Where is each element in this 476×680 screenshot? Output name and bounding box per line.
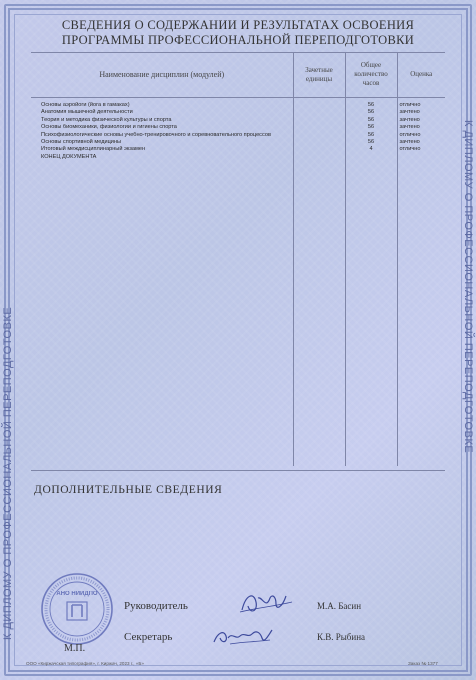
title-line-1: СВЕДЕНИЯ О СОДЕРЖАНИИ И РЕЗУЛЬТАТАХ ОСВОЕНИЯ xyxy=(61,18,415,32)
table-row xyxy=(31,139,445,146)
director-signature xyxy=(236,588,296,618)
discipline-name: Итоговый междисциплинарный экзамен xyxy=(41,146,146,153)
header-grade: Оценка xyxy=(397,52,445,98)
discipline-grade: зачтено xyxy=(397,109,445,116)
discipline-grade: отлично xyxy=(397,102,445,109)
discipline-name: КОНЕЦ ДОКУМЕНТА xyxy=(41,153,97,160)
discipline-hours xyxy=(345,154,397,161)
table-row xyxy=(31,102,445,109)
stamp-mp: М.П. xyxy=(64,643,86,654)
table-row xyxy=(31,117,445,124)
additional-info-title: ДОПОЛНИТЕЛЬНЫЕ СВЕДЕНИЯ xyxy=(34,484,223,496)
discipline-name: Основы спортивной медицины xyxy=(41,139,122,146)
table-header-row xyxy=(31,52,445,98)
discipline-credits xyxy=(293,132,345,139)
document-title xyxy=(20,18,456,48)
table-row xyxy=(31,109,445,116)
header-hours-line2: количество xyxy=(354,70,388,78)
table-empty-area xyxy=(31,161,445,466)
header-credits-line1: Зачетные xyxy=(305,65,333,74)
table-row xyxy=(31,132,445,139)
discipline-name: Основы биомеханики, физиологии и гигиены спорта xyxy=(41,124,177,131)
discipline-credits xyxy=(293,146,345,153)
discipline-hours: 56 xyxy=(345,102,397,109)
title-line-2: ПРОГРАММЫ ПРОФЕССИОНАЛЬНОЙ ПЕРЕПОДГОТОВКИ xyxy=(61,33,415,47)
disciplines-table xyxy=(31,52,445,466)
discipline-name: Анатомия мышечной деятельности xyxy=(41,109,133,116)
discipline-hours: 56 xyxy=(345,117,397,124)
stamp-org: АНО НИИДПО xyxy=(56,591,98,597)
side-text-left: К ДИПЛОМУ О ПРОФЕССИОНАЛЬНОЙ ПЕРЕПОДГОТОВКЕ xyxy=(2,306,14,640)
discipline-name: Основы аэройоги (йога в гамаках) xyxy=(41,102,130,108)
table-bottom-rule xyxy=(31,470,445,471)
table-row xyxy=(31,124,445,131)
discipline-credits xyxy=(293,102,345,109)
discipline-hours: 4 xyxy=(345,146,397,153)
discipline-grade: отлично xyxy=(397,146,445,153)
printer-info: ООО «Киржачская типография», г. Киржач, 2023 г., «Б» xyxy=(26,661,144,666)
discipline-credits xyxy=(293,154,345,161)
discipline-hours: 56 xyxy=(345,132,397,139)
discipline-grade: зачтено xyxy=(397,124,445,131)
director-label: Руководитель xyxy=(124,600,188,612)
discipline-credits xyxy=(293,124,345,131)
discipline-credits xyxy=(293,109,345,116)
discipline-name: Теория и методика физической культуры и спорта xyxy=(41,116,172,123)
secretary-signature xyxy=(210,622,276,652)
discipline-credits xyxy=(293,139,345,146)
discipline-grade: отлично xyxy=(397,132,445,139)
discipline-hours: 56 xyxy=(345,109,397,116)
table-row xyxy=(31,146,445,153)
discipline-hours: 56 xyxy=(345,124,397,131)
seal-stamp xyxy=(40,572,114,646)
discipline-hours: 56 xyxy=(345,139,397,146)
discipline-credits xyxy=(293,117,345,124)
header-hours-line3: часов xyxy=(362,79,380,87)
header-discipline: Наименование дисциплин (модулей) xyxy=(31,52,293,98)
discipline-name: Психофизиологические основы учебно-тренировочного и соревновательного процессов xyxy=(41,131,271,138)
secretary-label: Секретарь xyxy=(124,631,173,643)
order-number: Заказ № 1377 xyxy=(408,661,438,666)
table-row xyxy=(31,154,445,161)
director-name: М.А. Басин xyxy=(317,601,362,611)
side-text-right: К ДИПЛОМУ О ПРОФЕССИОНАЛЬНОЙ ПЕРЕПОДГОТОВКЕ xyxy=(462,120,474,454)
header-hours-line1: Общее xyxy=(360,61,382,69)
discipline-grade: зачтено xyxy=(397,139,445,146)
header-hours xyxy=(345,52,397,98)
discipline-grade: зачтено xyxy=(397,117,445,124)
secretary-name: К.В. Рыбина xyxy=(317,632,366,642)
discipline-grade xyxy=(397,154,445,161)
header-credits xyxy=(293,52,345,98)
header-credits-line2: единицы xyxy=(305,74,333,83)
